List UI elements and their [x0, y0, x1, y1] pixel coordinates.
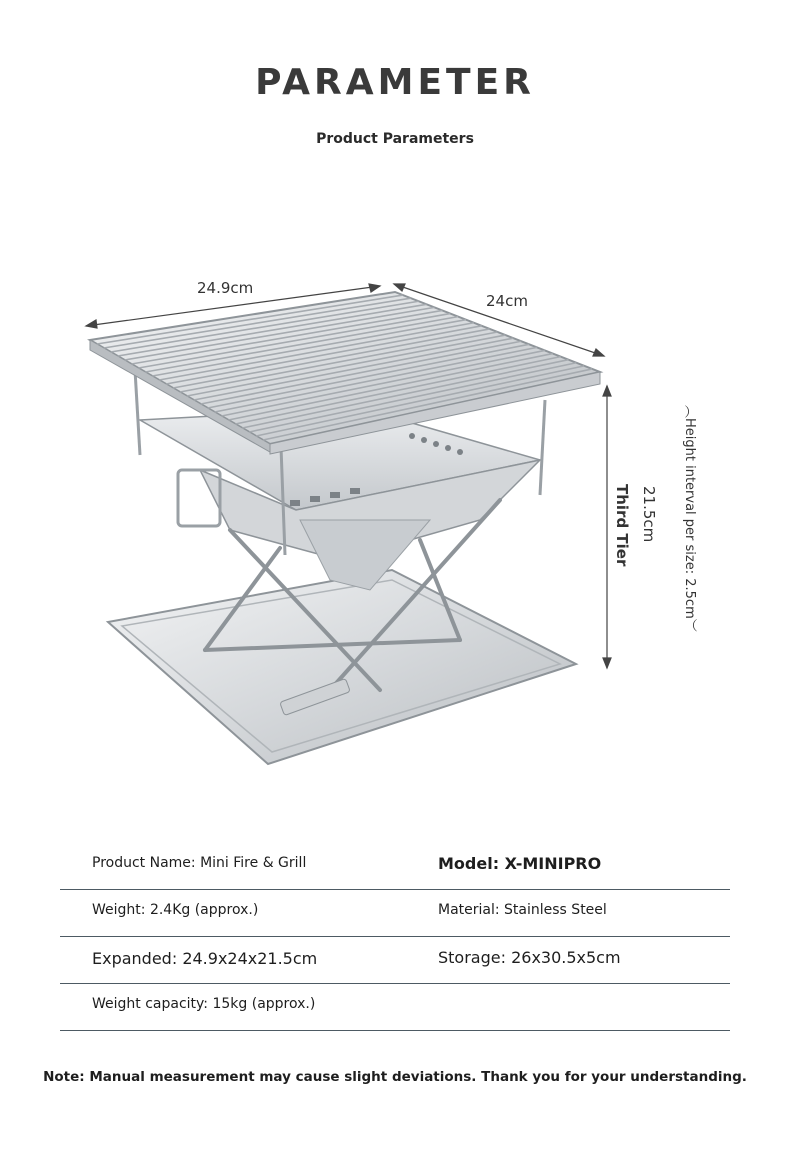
model: Model: X-MINIPRO [438, 854, 602, 873]
expanded-size: Expanded: 24.9x24x21.5cm [92, 949, 318, 968]
weight-capacity: Weight capacity: 15kg (approx.) [92, 996, 316, 1012]
storage-size: Storage: 26x30.5x5cm [438, 948, 621, 967]
width-dimension-label: 24.9cm [197, 279, 254, 297]
parameter-table [60, 843, 730, 1031]
depth-dimension-label: 24cm [486, 292, 528, 310]
page-subtitle: Product Parameters [316, 131, 474, 147]
table-row [60, 890, 730, 937]
table-row [60, 984, 730, 1031]
base-plate [108, 570, 576, 764]
product-name: Product Name: Mini Fire & Grill [92, 855, 307, 871]
height-dimension-label: 21.5cm [640, 486, 658, 543]
measurement-note: Note: Manual measurement may cause slight deviations. Thank you for your understanding. [43, 1069, 747, 1085]
material: Material: Stainless Steel [438, 902, 607, 918]
table-row [60, 843, 730, 890]
weight: Weight: 2.4Kg (approx.) [92, 902, 259, 918]
page-title: PARAMETER [255, 62, 535, 103]
tier-label: Third Tier [613, 484, 631, 567]
table-row [60, 937, 730, 984]
height-interval-label: ︵Height interval per size: 2.5cm︶ [682, 405, 697, 632]
